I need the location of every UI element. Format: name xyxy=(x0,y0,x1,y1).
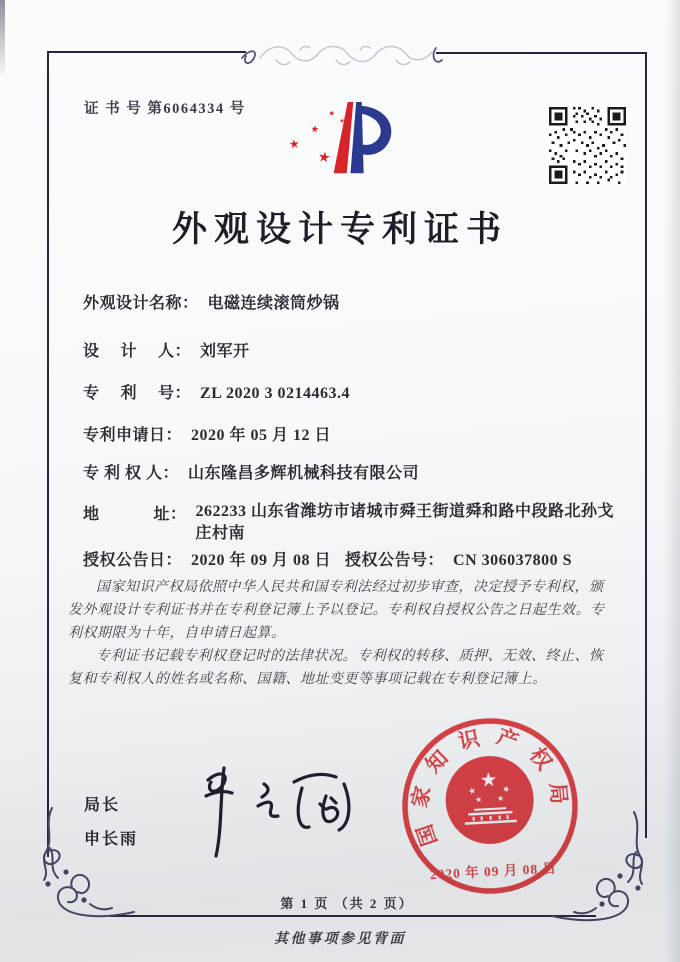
field-label: 授权公告日： xyxy=(83,552,183,569)
back-note: 其他事项参见背面 xyxy=(274,932,406,947)
field-label: 专 利 权 人： xyxy=(83,465,180,482)
signature-script-icon xyxy=(178,756,373,868)
official-seal xyxy=(395,711,584,900)
cnipa-logo-icon xyxy=(268,94,418,200)
frame-border-top-right xyxy=(436,52,647,54)
field-value: 2020 年 09 月 08 日 xyxy=(191,552,332,569)
frame-border-bottom xyxy=(110,915,596,917)
seal-ring-text: 国家知识产权局 xyxy=(407,723,573,850)
frame-border-top-left xyxy=(47,51,246,53)
director-name: 申长雨 xyxy=(84,831,139,848)
legal-paragraph: 专利证书记载专利权登记时的法律状况。专利权的转移、质押、无效、终止、恢复和专利权人的姓名或名称、国籍、地址变更等事项记载在专利登记簿上。 xyxy=(68,649,604,687)
frame-border-left xyxy=(47,51,49,857)
field-filing-date xyxy=(83,422,331,445)
qr-code xyxy=(549,107,626,184)
legal-text xyxy=(68,576,616,691)
certificate-title: 外观设计专利证书 xyxy=(171,210,508,249)
field-value: ZL 2020 3 0214463.4 xyxy=(200,385,350,402)
field-address xyxy=(83,501,620,545)
field-label: 外观设计名称： xyxy=(83,295,199,312)
field-value: 山东隆昌多辉机械科技有限公司 xyxy=(188,465,420,482)
national-emblem-icon xyxy=(443,754,535,846)
director-block xyxy=(84,789,138,857)
field-label: 授权公告号： xyxy=(345,552,445,569)
field-patentee xyxy=(83,460,419,483)
certificate-number: 证 书 号 第6064334 号 xyxy=(84,101,246,117)
field-label: 地 址： xyxy=(83,506,187,523)
field-patent-number xyxy=(83,380,350,403)
field-grant-number xyxy=(345,547,572,570)
legal-paragraph: 国家知识产权局依照中华人民共和国专利法经过初步审查，决定授予专利权，颁发外观设计专利证书并在专利登记簿上予以登记。专利权自授权公告之日起生效。专利权期限为十年，自申请日起算。 xyxy=(68,580,605,641)
director-title: 局长 xyxy=(84,797,121,814)
frame-border-right xyxy=(645,52,647,838)
field-grant xyxy=(83,547,573,570)
field-value: 262233 山东省潍坊市诸城市舜王街道舜和路中段路北孙戈庄村南 xyxy=(195,503,615,542)
field-value: 2020 年 05 月 12 日 xyxy=(191,427,332,444)
field-value: 刘军开 xyxy=(200,343,250,360)
field-value: 电磁连续滚筒炒锅 xyxy=(207,295,340,312)
field-design-name xyxy=(83,290,340,313)
top-flourish-icon xyxy=(240,36,444,70)
field-label: 专利申请日： xyxy=(83,427,183,444)
field-value: CN 306037800 S xyxy=(453,552,573,569)
seal-date: 2020 年 09 月 08 日 xyxy=(429,860,558,883)
field-label: 专 利 号： xyxy=(83,385,192,402)
field-label: 设 计 人： xyxy=(83,343,192,360)
page-number: 第 1 页 （共 2 页） xyxy=(280,896,414,911)
field-designer xyxy=(83,338,250,361)
